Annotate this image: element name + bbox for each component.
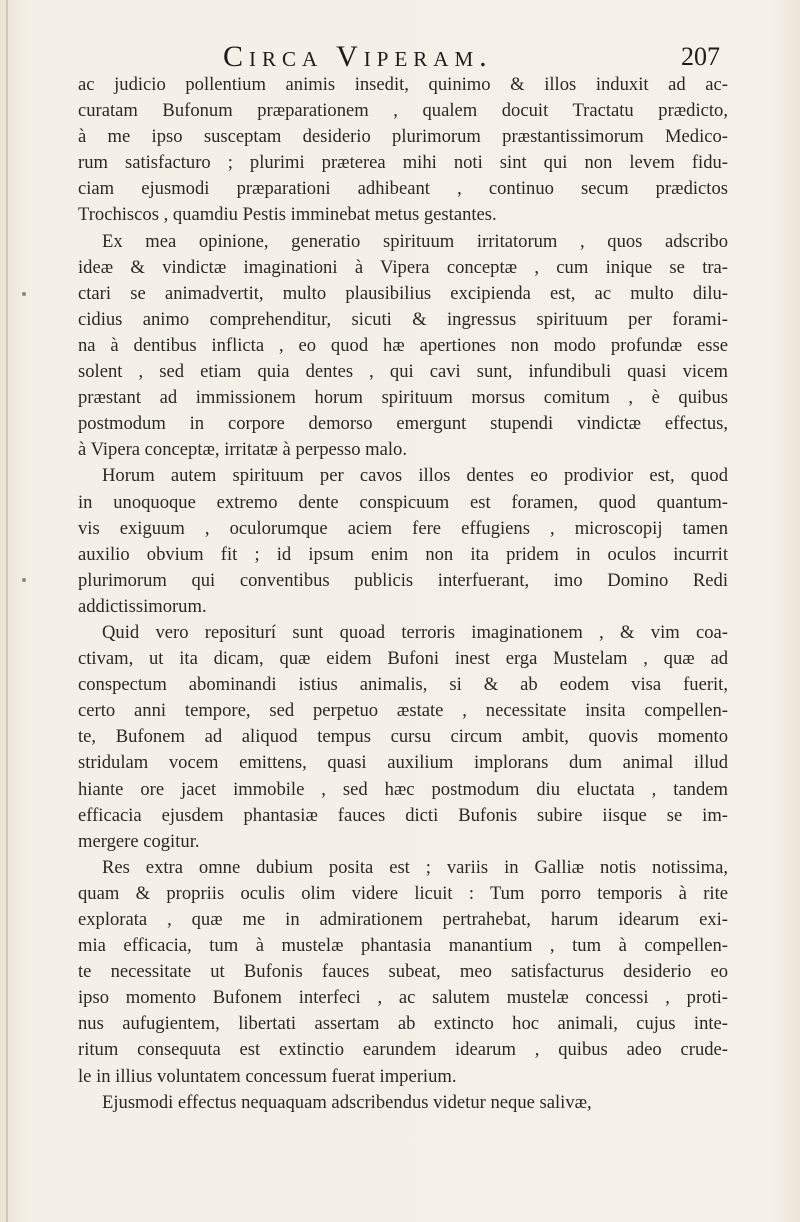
text-line: hiante ore jacet immobile , sed hæc postmodum diu eluctata , tandem xyxy=(78,778,728,800)
text-line: Ex mea opinione, generatio spirituum irritatorum , quos adscribo xyxy=(102,230,728,252)
text-line: postmodum in corpore demorso emergunt stupendi vindictæ effectus, xyxy=(78,413,728,435)
text-line: mergere cogitur. xyxy=(78,830,200,852)
text-line: rum satisfacturo ; plurimi præterea mihi noti sint qui non levem fidu- xyxy=(78,152,728,174)
text-line: in unoquoque extremo dente conspicuum est foramen, quod quantum- xyxy=(78,491,728,513)
text-line: vis exiguum , oculorumque aciem fere effugiens , microscopij tamen xyxy=(78,517,728,539)
text-line: curatam Bufonum præparationem , qualem docuit Tractatu prædicto, xyxy=(78,100,728,122)
binding-gutter xyxy=(6,0,8,1222)
margin-mark xyxy=(22,578,26,582)
text-line: te, Bufonem ad aliquod tempus cursu circum ambit, quovis momento xyxy=(78,726,728,748)
text-line: conspectum abominandi istius animalis, si & ab eodem visa fuerit, xyxy=(78,674,728,696)
text-line: auxilio obvium fit ; id ipsum enim non ita pridem in oculos incurrit xyxy=(78,543,728,565)
page-header xyxy=(80,40,720,76)
text-line: stridulam vocem emittens, quasi auxilium implorans dum animal illud xyxy=(78,752,728,774)
text-line: explorata , quæ me in admirationem pertrahebat, harum idearum exi- xyxy=(78,909,728,930)
text-line: à Vipera conceptæ, irritatæ à perpesso malo. xyxy=(78,439,407,461)
text-line: cidius animo comprehenditur, sicuti & ingressus spirituum per forami- xyxy=(78,308,728,330)
text-line: quam & propriis oculis olim videre licuit : Tum porro temporis à rite xyxy=(78,882,728,904)
text-line: Quid vero repositurí sunt quoad terroris imaginationem , & vim coa- xyxy=(102,621,728,643)
text-line: ctari se animadvertit, multo plausibilius excipienda est, ac multo dilu- xyxy=(78,282,728,304)
running-title: Circa Viperam. xyxy=(223,40,493,73)
text-line: Res extra omne dubium posita est ; variis in Galliæ notis notissima, xyxy=(102,856,728,878)
text-line: solent , sed etiam quia dentes , qui cavi sunt, infundibuli quasi vicem xyxy=(78,361,728,383)
text-line: ipso momento Bufonem interfeci , ac salutem mustelæ concessi , proti- xyxy=(78,987,728,1009)
text-line: nus aufugientem, libertati assertam ab extincto hoc animali, cujus inte- xyxy=(78,1013,728,1035)
margin-mark xyxy=(22,292,26,296)
text-line: addictissimorum. xyxy=(78,595,207,617)
text-line: à me ipso susceptam desiderio plurimorum præstantissimorum Medico- xyxy=(78,126,728,148)
page-number: 207 xyxy=(681,42,720,71)
text-line: ideæ & vindictæ imaginationi à Vipera conceptæ , cum inique se tra- xyxy=(78,256,728,278)
text-line: mia efficacia, tum à mustelæ phantasia manantium , tum à compellen- xyxy=(78,935,728,957)
text-line: ac judicio pollentium animis insedit, quinimo & illos induxit ad ac- xyxy=(78,74,728,95)
text-line: le in illius voluntatem concessum fuerat imperium. xyxy=(78,1065,457,1087)
text-line: te necessitate ut Bufonis fauces subeat, meo satisfacturus desiderio eo xyxy=(78,961,728,983)
text-line: efficacia ejusdem phantasiæ fauces dicti Bufonis subire iisque se im- xyxy=(78,804,728,826)
text-line: ctivam, ut ita dicam, quæ eidem Bufoni inest erga Mustelam , quæ ad xyxy=(78,648,728,670)
body-text xyxy=(78,72,728,1116)
text-line: ritum consequuta est extinctio earundem idearum , quibus adeo crude- xyxy=(78,1039,728,1061)
text-line: præstant ad immissionem horum spirituum morsus comitum , è quibus xyxy=(78,387,728,409)
text-line: Trochiscos , quamdiu Pestis imminebat metus gestantes. xyxy=(78,204,497,226)
text-line: Horum autem spirituum per cavos illos dentes eo prodivior est, quod xyxy=(102,465,728,487)
text-line: plurimorum qui conventibus publicis interfuerant, imo Domino Redi xyxy=(78,569,728,591)
text-line: na à dentibus inflicta , eo quod hæ apertiones non modo profundæ esse xyxy=(78,334,728,356)
text-line: Ejusmodi effectus nequaquam adscribendus videtur neque salivæ, xyxy=(102,1091,592,1113)
text-line: certo anni tempore, sed perpetuo æstate , necessitate insita compellen- xyxy=(78,700,728,722)
text-line: ciam ejusmodi præparationi adhibeant , continuo secum prædictos xyxy=(78,178,728,200)
